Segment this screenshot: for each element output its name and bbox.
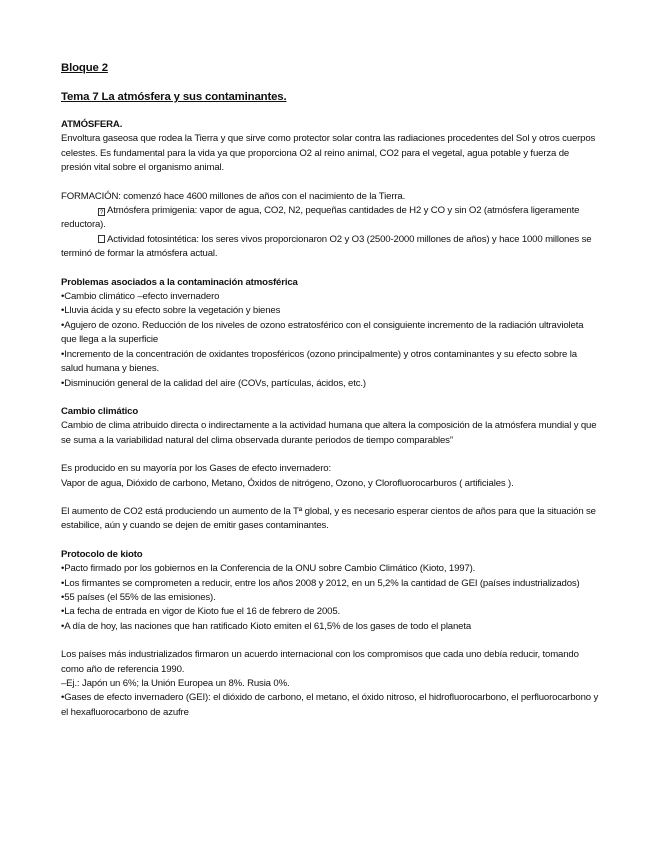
gases-intro: Es producido en su mayoría por los Gases de efecto invernadero: <box>61 463 331 475</box>
formacion-item-2 <box>61 233 601 262</box>
problemas-heading: Problemas asociados a la contaminación atmosférica <box>61 276 298 288</box>
cambio-heading: Cambio climático <box>61 405 139 417</box>
topic-title: Tema 7 La atmósfera y sus contaminantes. <box>61 91 287 103</box>
problemas-item: •Incremento de la concentración de oxidantes troposféricos (ozono principalmente) y otros contaminantes y su efecto sobre la salud humana y bienes. <box>61 348 577 375</box>
kioto-item: •55 países (el 55% de las emisiones). <box>61 591 216 603</box>
document-page <box>61 60 601 720</box>
formacion-item-1-text: Atmósfera primigenia: vapor de agua, CO2, N2, pequeñas cantidades de H2 y CO y sin O2 (atmósfera ligeramente reductora). <box>61 205 580 231</box>
problemas-item: •Cambio climático –efecto invernadero <box>61 291 220 303</box>
atmosfera-heading: ATMÓSFERA. <box>61 119 123 130</box>
problemas-item: •Lluvia ácida y su efecto sobre la vegetación y bienes <box>61 305 281 317</box>
paises-text: Los países más industrializados firmaron un acuerdo internacional con los compromisos que cada uno debía reducir, tomando como año de referencia 1990. <box>61 649 579 675</box>
co2-text: El aumento de CO2 está produciendo un aumento de la Tª global, y es necesario esperar cientos de años para que la situación se estabilice, aún y cuando se dejen de emitir gases contaminantes. <box>61 505 596 532</box>
cambio-text: Cambio de clima atribuido directa o indirectamente a la actividad humana que altera la composición de la atmósfera mundial y que se suma a la variabilidad natural del clima observada durante periodos de tiempo comparables” <box>61 420 597 446</box>
problemas-item: •Agujero de ozono. Reducción de los niveles de ozono estratosférico con el consiguiente incremento de la radiación ultravioleta que llega a la superficie <box>61 319 584 346</box>
checkbox-icon: ? <box>99 210 104 217</box>
formacion-item-1 <box>61 204 601 233</box>
kioto-item: •La fecha de entrada en vigor de Kioto fue el 16 de febrero de 2005. <box>61 606 341 618</box>
problemas-item: •Disminución general de la calidad del aire (COVs, partículas, ácidos, etc.) <box>61 377 366 389</box>
formacion-item-2-text: Actividad fotosintética: los seres vivos proporcionaron O2 y O3 (2500-2000 millones de años) y hace 1000 millones se terminó de formar la atmósfera actual. <box>61 233 592 260</box>
kioto-item: •Los firmantes se comprometen a reducir, entre los años 2008 y 2012, en un 5,2% la cantidad de GEI (países industrializados) <box>61 577 580 589</box>
gases-list: Vapor de agua, Dióxido de carbono, Metano, Óxidos de nitrógeno, Ozono, y Clorofluorocarburos ( artificiales ). <box>61 477 514 489</box>
formacion-intro: FORMACIÓN: comenzó hace 4600 millones de años con el nacimiento de la Tierra. <box>61 190 406 202</box>
kioto-item: •A día de hoy, las naciones que han ratificado Kioto emiten el 61,5% de los gases de todo el planeta <box>61 620 472 632</box>
kioto-item: •Pacto firmado por los gobiernos en la Conferencia de la ONU sobre Cambio Climático (Kioto, 1997). <box>61 563 476 575</box>
checkbox-icon <box>98 235 105 243</box>
atmosfera-text: Envoltura gaseosa que rodea la Tierra y que sirve como protector solar contra las radiaciones procedentes del Sol y otros cuerpos celestes. Es fundamental para la vida ya que proporciona O2 al reino animal, CO2 para el vegetal, agua potable y fuerza de presión vital sobre el organismo animal. <box>61 133 596 174</box>
block-title: Bloque 2 <box>61 62 108 74</box>
ejemplo-text: –Ej.: Japón un 6%; la Unión Europea un 8%. Rusia 0%. <box>61 678 290 689</box>
gei-text: •Gases de efecto invernadero (GEI): el dióxido de carbono, el metano, el óxido nitroso, el hidrofluorocarbono, el perfluorocarbono y el hexafluorocarbono de azufre <box>61 692 599 718</box>
kioto-heading: Protocolo de kioto <box>61 548 143 560</box>
